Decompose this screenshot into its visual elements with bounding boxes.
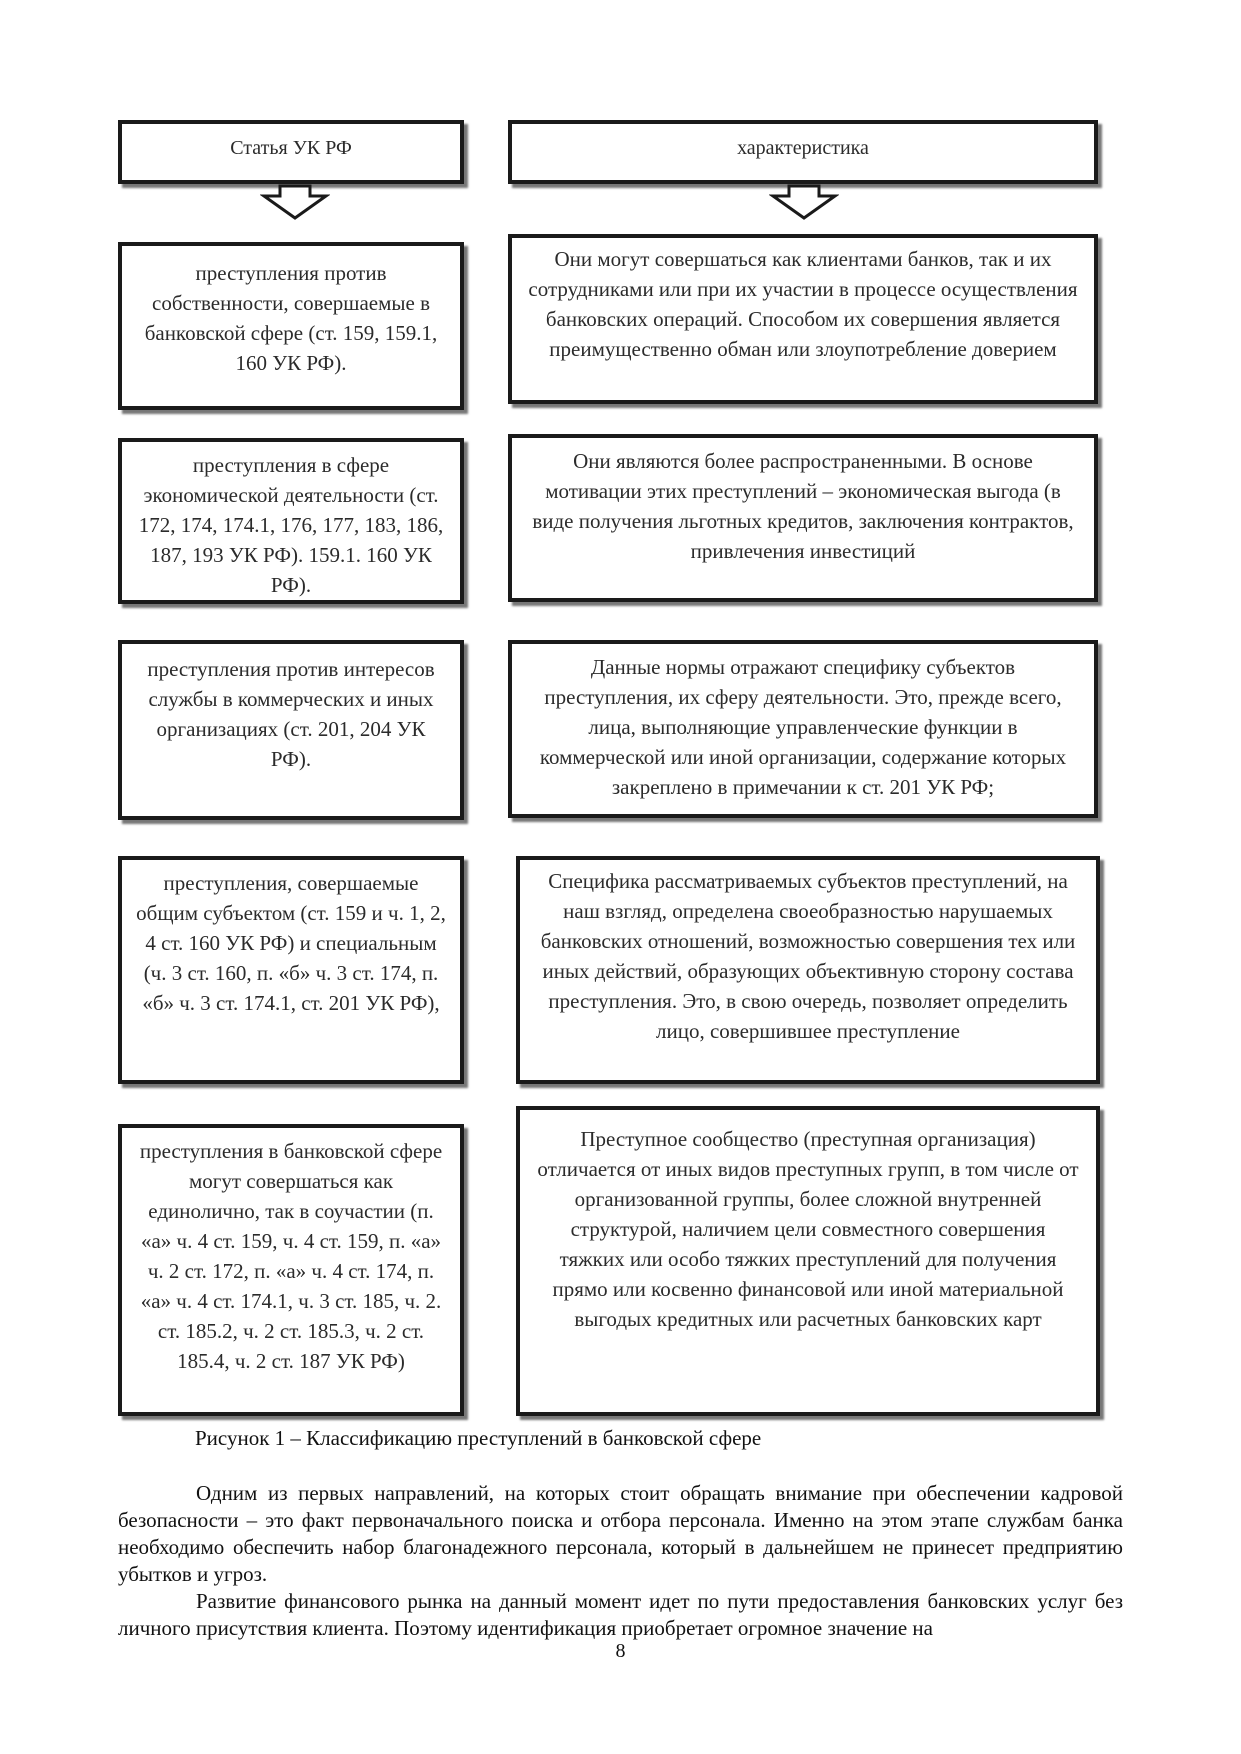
down-arrow-icon <box>260 184 330 220</box>
left-box-text: преступления против интересов службы в коммерческих и иных организациях (ст. 201, 204 УК РФ). <box>147 657 435 771</box>
header-right-label: характеристика <box>737 137 869 159</box>
diagram-left-box-1 <box>118 242 464 410</box>
left-box-text: преступления против собственности, совершаемые в банковской сфере (ст. 159, 159.1, 160 УК РФ). <box>144 261 438 375</box>
diagram-right-box-1 <box>508 234 1098 404</box>
left-box-text: преступления в банковской сфере могут совершаться как единолично, так в соучастии (п. «а» ч. 4 ст. 159, ч. 4 ст. 159, п. «а» ч. 2 ст. 172, п. «а» ч. 4 ст. 174, п. «а» ч. 4 ст. 174.1, ч. 3 ст. 185, ч. 2. ст. 185.2, ч. 2 ст. 185.3, ч. 2 ст. 185.4, ч. 2 ст. 187 УК РФ) <box>139 1139 443 1373</box>
header-right-box <box>508 120 1098 184</box>
right-box-text: Специфика рассматриваемых субъектов преступлений, на наш взгляд, определена своеобразностью нарушаемых банковских отношений, возможностью совершения тех или иных действий, образующих объективную сторону состава преступления. Это, в свою очередь, позволяет определить лицо, совершившее преступление <box>540 869 1076 1043</box>
diagram-right-box-3 <box>508 640 1098 818</box>
page-number: 8 <box>615 1640 626 1662</box>
diagram-left-box-2 <box>118 438 464 604</box>
body-paragraph: Одним из первых направлений, на которых стоит обращать внимание при обеспечении кадровой безопасности – это факт первоначального поиска и отбора персонала. Именно на этом этапе службам банка необходимо обеспечить набор благонадежного персонала, который в дальнейшем не принесет предприятию убытков и угроз. <box>118 1481 1123 1586</box>
right-box-text: Они являются более распространенными. В основе мотивации этих преступлений – экономическая выгода (в виде получения льготных кредитов, заключения контрактов, привлечения инвестиций <box>532 449 1074 563</box>
header-left-label: Статья УК РФ <box>230 137 352 159</box>
diagram-left-box-5 <box>118 1124 464 1416</box>
down-arrow-icon <box>769 184 839 220</box>
left-box-text: преступления, совершаемые общим субъектом (ст. 159 и ч. 1, 2, 4 ст. 160 УК РФ) и специальным (ч. 3 ст. 160, п. «б» ч. 3 ст. 174, п. «б» ч. 3 ст. 174.1, ст. 201 УК РФ), <box>136 871 446 1015</box>
diagram-right-box-4 <box>516 856 1100 1084</box>
diagram-left-box-3 <box>118 640 464 820</box>
figure-caption: Рисунок 1 – Классификацию преступлений в банковской сфере <box>195 1426 762 1450</box>
diagram-left-box-4 <box>118 856 464 1084</box>
diagram-right-box-5 <box>516 1106 1100 1416</box>
left-box-text: преступления в сфере экономической деятельности (ст. 172, 174, 174.1, 176, 177, 183, 186, 187, 193 УК РФ). 159.1. 160 УК РФ). <box>138 453 444 597</box>
body-paragraph: Развитие финансового рынка на данный момент идет по пути предоставления банковских услуг без личного присутствия клиента. Поэтому идентификация приобретает огромное значение на <box>118 1589 1123 1640</box>
right-box-text: Преступное сообщество (преступная организация) отличается от иных видов преступных групп, в том числе от организованной группы, более сложной внутренней структурой, наличием цели совместного совершения тяжких или особо тяжких преступлений для получения прямо или косвенно финансовой или иной материальной выгодых кредитных или расчетных банковских карт <box>537 1127 1079 1331</box>
right-box-text: Данные нормы отражают специфику субъектов преступления, их сферу деятельности. Это, прежде всего, лица, выполняющие управленческие функции в коммерческой или иной организации, содержание которых закреплено в примечании к ст. 201 УК РФ; <box>539 655 1067 799</box>
header-left-box <box>118 120 464 184</box>
diagram-right-box-2 <box>508 434 1098 602</box>
right-box-text: Они могут совершаться как клиентами банков, так и их сотрудниками или при их участии в процессе осуществления банковских операций. Способом их совершения является преимущественно обман или злоупотребление доверием <box>528 247 1078 361</box>
